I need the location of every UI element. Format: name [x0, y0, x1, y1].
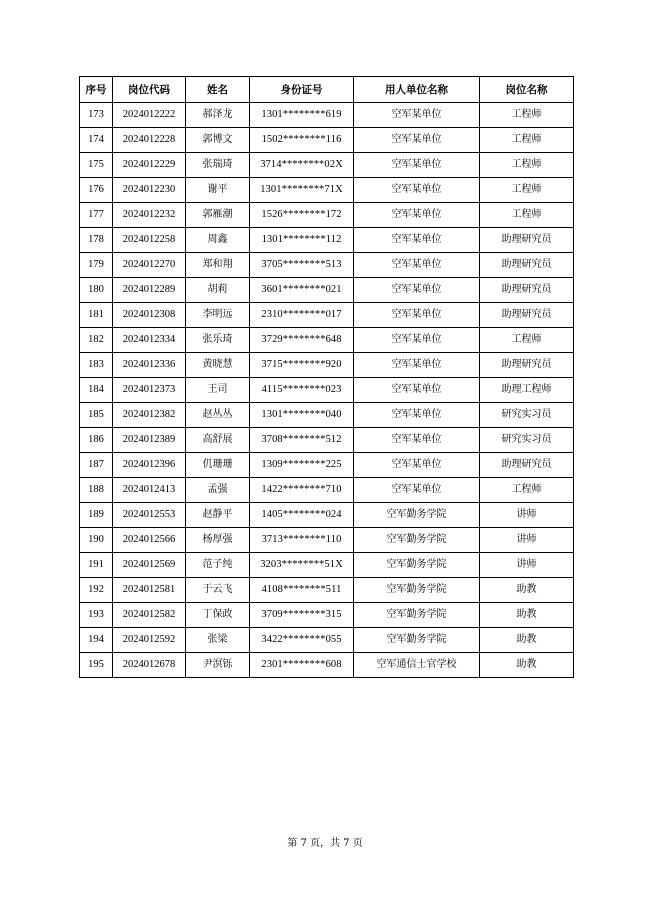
cell-id-number: 3715********920	[250, 353, 354, 378]
table-row	[80, 203, 574, 228]
cell-name: 郭博文	[186, 128, 250, 153]
table-row	[80, 428, 574, 453]
cell-post-title: 助理研究员	[480, 253, 574, 278]
header-cell-id-number: 身份证号	[250, 77, 354, 103]
table-row	[80, 453, 574, 478]
cell-post-code: 2024012413	[113, 478, 186, 503]
cell-employer: 空军勤务学院	[354, 578, 480, 603]
cell-employer: 空军某单位	[354, 103, 480, 128]
cell-id-number: 4115********023	[250, 378, 354, 403]
cell-index: 180	[80, 278, 113, 303]
table-row	[80, 103, 574, 128]
cell-id-number: 1301********112	[250, 228, 354, 253]
cell-employer: 空军某单位	[354, 478, 480, 503]
cell-post-title: 助理研究员	[480, 228, 574, 253]
table-row	[80, 353, 574, 378]
cell-post-title: 研究实习员	[480, 428, 574, 453]
header-cell-employer: 用人单位名称	[354, 77, 480, 103]
cell-post-title: 研究实习员	[480, 403, 574, 428]
cell-post-code: 2024012289	[113, 278, 186, 303]
table-row	[80, 503, 574, 528]
cell-post-code: 2024012581	[113, 578, 186, 603]
cell-name: 谢平	[186, 178, 250, 203]
cell-post-code: 2024012270	[113, 253, 186, 278]
cell-name: 杨厚强	[186, 528, 250, 553]
cell-name: 黄晓慧	[186, 353, 250, 378]
cell-id-number: 3601********021	[250, 278, 354, 303]
cell-employer: 空军某单位	[354, 428, 480, 453]
cell-post-title: 助教	[480, 628, 574, 653]
header-cell-post-code: 岗位代码	[113, 77, 186, 103]
cell-employer: 空军某单位	[354, 228, 480, 253]
cell-index: 190	[80, 528, 113, 553]
cell-post-title: 助教	[480, 653, 574, 678]
cell-index: 193	[80, 603, 113, 628]
cell-index: 185	[80, 403, 113, 428]
cell-employer: 空军勤务学院	[354, 603, 480, 628]
cell-name: 王司	[186, 378, 250, 403]
cell-post-title: 讲师	[480, 553, 574, 578]
cell-post-title: 讲师	[480, 503, 574, 528]
cell-post-title: 工程师	[480, 203, 574, 228]
cell-index: 177	[80, 203, 113, 228]
cell-post-title: 工程师	[480, 478, 574, 503]
cell-name: 周鑫	[186, 228, 250, 253]
cell-employer: 空军勤务学院	[354, 528, 480, 553]
table-row	[80, 403, 574, 428]
cell-id-number: 3714********02X	[250, 153, 354, 178]
table-row	[80, 553, 574, 578]
cell-employer: 空军某单位	[354, 178, 480, 203]
cell-post-title: 工程师	[480, 128, 574, 153]
cell-employer: 空军某单位	[354, 278, 480, 303]
cell-post-code: 2024012592	[113, 628, 186, 653]
cell-employer: 空军某单位	[354, 203, 480, 228]
cell-post-code: 2024012229	[113, 153, 186, 178]
table-row	[80, 153, 574, 178]
cell-post-code: 2024012678	[113, 653, 186, 678]
cell-employer: 空军勤务学院	[354, 503, 480, 528]
table-row	[80, 228, 574, 253]
table-row	[80, 628, 574, 653]
cell-post-code: 2024012553	[113, 503, 186, 528]
cell-name: 赵丛丛	[186, 403, 250, 428]
cell-post-code: 2024012582	[113, 603, 186, 628]
cell-employer: 空军某单位	[354, 303, 480, 328]
cell-index: 189	[80, 503, 113, 528]
header-cell-index: 序号	[80, 77, 113, 103]
cell-id-number: 1301********619	[250, 103, 354, 128]
cell-name: 孟强	[186, 478, 250, 503]
cell-id-number: 1422********710	[250, 478, 354, 503]
header-cell-name: 姓名	[186, 77, 250, 103]
cell-index: 175	[80, 153, 113, 178]
cell-index: 191	[80, 553, 113, 578]
cell-name: 高舒展	[186, 428, 250, 453]
cell-index: 184	[80, 378, 113, 403]
cell-id-number: 1309********225	[250, 453, 354, 478]
cell-name: 张瑞琦	[186, 153, 250, 178]
cell-index: 195	[80, 653, 113, 678]
cell-post-title: 工程师	[480, 103, 574, 128]
cell-name: 尹溟铄	[186, 653, 250, 678]
table-row	[80, 303, 574, 328]
cell-name: 胡莉	[186, 278, 250, 303]
table-header-row	[80, 77, 574, 103]
cell-index: 183	[80, 353, 113, 378]
cell-name: 仉珊珊	[186, 453, 250, 478]
cell-employer: 空军某单位	[354, 403, 480, 428]
header-cell-post-title: 岗位名称	[480, 77, 574, 103]
cell-post-title: 助理研究员	[480, 303, 574, 328]
cell-post-title: 工程师	[480, 153, 574, 178]
table-row	[80, 328, 574, 353]
cell-index: 188	[80, 478, 113, 503]
cell-id-number: 1301********71X	[250, 178, 354, 203]
cell-index: 192	[80, 578, 113, 603]
cell-post-code: 2024012336	[113, 353, 186, 378]
cell-employer: 空军某单位	[354, 153, 480, 178]
cell-post-code: 2024012396	[113, 453, 186, 478]
table-row	[80, 653, 574, 678]
page-number-footer: 第 7 页，共 7 页	[287, 838, 363, 849]
cell-employer: 空军勤务学院	[354, 553, 480, 578]
table-row	[80, 278, 574, 303]
cell-post-title: 助理研究员	[480, 278, 574, 303]
cell-post-title: 工程师	[480, 328, 574, 353]
cell-employer: 空军某单位	[354, 453, 480, 478]
cell-post-title: 助教	[480, 603, 574, 628]
cell-name: 于云飞	[186, 578, 250, 603]
cell-post-code: 2024012222	[113, 103, 186, 128]
cell-post-code: 2024012569	[113, 553, 186, 578]
cell-employer: 空军通信士官学校	[354, 653, 480, 678]
cell-id-number: 3705********513	[250, 253, 354, 278]
table-row	[80, 578, 574, 603]
cell-name: 范子纯	[186, 553, 250, 578]
cell-post-title: 工程师	[480, 178, 574, 203]
cell-id-number: 1502********116	[250, 128, 354, 153]
cell-employer: 空军某单位	[354, 128, 480, 153]
cell-post-code: 2024012389	[113, 428, 186, 453]
cell-post-title: 讲师	[480, 528, 574, 553]
cell-id-number: 4108********511	[250, 578, 354, 603]
cell-index: 174	[80, 128, 113, 153]
cell-post-code: 2024012334	[113, 328, 186, 353]
cell-index: 178	[80, 228, 113, 253]
cell-post-title: 助理研究员	[480, 353, 574, 378]
table-row	[80, 178, 574, 203]
cell-name: 张乐琦	[186, 328, 250, 353]
cell-name: 丁保政	[186, 603, 250, 628]
cell-employer: 空军勤务学院	[354, 628, 480, 653]
cell-employer: 空军某单位	[354, 353, 480, 378]
cell-employer: 空军某单位	[354, 378, 480, 403]
cell-id-number: 3422********055	[250, 628, 354, 653]
cell-name: 郝泽龙	[186, 103, 250, 128]
cell-name: 郑和翔	[186, 253, 250, 278]
table-row	[80, 478, 574, 503]
cell-id-number: 2310********017	[250, 303, 354, 328]
cell-employer: 空军某单位	[354, 328, 480, 353]
cell-index: 194	[80, 628, 113, 653]
cell-post-code: 2024012373	[113, 378, 186, 403]
cell-index: 173	[80, 103, 113, 128]
cell-index: 176	[80, 178, 113, 203]
table-row	[80, 603, 574, 628]
cell-index: 179	[80, 253, 113, 278]
cell-index: 187	[80, 453, 113, 478]
cell-employer: 空军某单位	[354, 253, 480, 278]
cell-id-number: 1526********172	[250, 203, 354, 228]
personnel-table	[79, 76, 574, 678]
cell-post-code: 2024012230	[113, 178, 186, 203]
cell-name: 赵静平	[186, 503, 250, 528]
cell-post-code: 2024012308	[113, 303, 186, 328]
cell-post-title: 助教	[480, 578, 574, 603]
cell-id-number: 3713********110	[250, 528, 354, 553]
cell-name: 李明远	[186, 303, 250, 328]
cell-post-code: 2024012232	[113, 203, 186, 228]
cell-post-title: 助理工程师	[480, 378, 574, 403]
table-row	[80, 528, 574, 553]
cell-name: 张梁	[186, 628, 250, 653]
cell-post-title: 助理研究员	[480, 453, 574, 478]
cell-id-number: 3708********512	[250, 428, 354, 453]
cell-post-code: 2024012566	[113, 528, 186, 553]
cell-id-number: 2301********608	[250, 653, 354, 678]
cell-post-code: 2024012228	[113, 128, 186, 153]
table-row	[80, 128, 574, 153]
cell-id-number: 3729********648	[250, 328, 354, 353]
cell-index: 181	[80, 303, 113, 328]
cell-post-code: 2024012258	[113, 228, 186, 253]
cell-id-number: 1405********024	[250, 503, 354, 528]
table-body	[80, 103, 574, 678]
cell-id-number: 3203********51X	[250, 553, 354, 578]
cell-post-code: 2024012382	[113, 403, 186, 428]
cell-name: 郭雁潮	[186, 203, 250, 228]
cell-index: 186	[80, 428, 113, 453]
cell-id-number: 3709********315	[250, 603, 354, 628]
cell-index: 182	[80, 328, 113, 353]
table-row	[80, 378, 574, 403]
cell-id-number: 1301********040	[250, 403, 354, 428]
table-row	[80, 253, 574, 278]
